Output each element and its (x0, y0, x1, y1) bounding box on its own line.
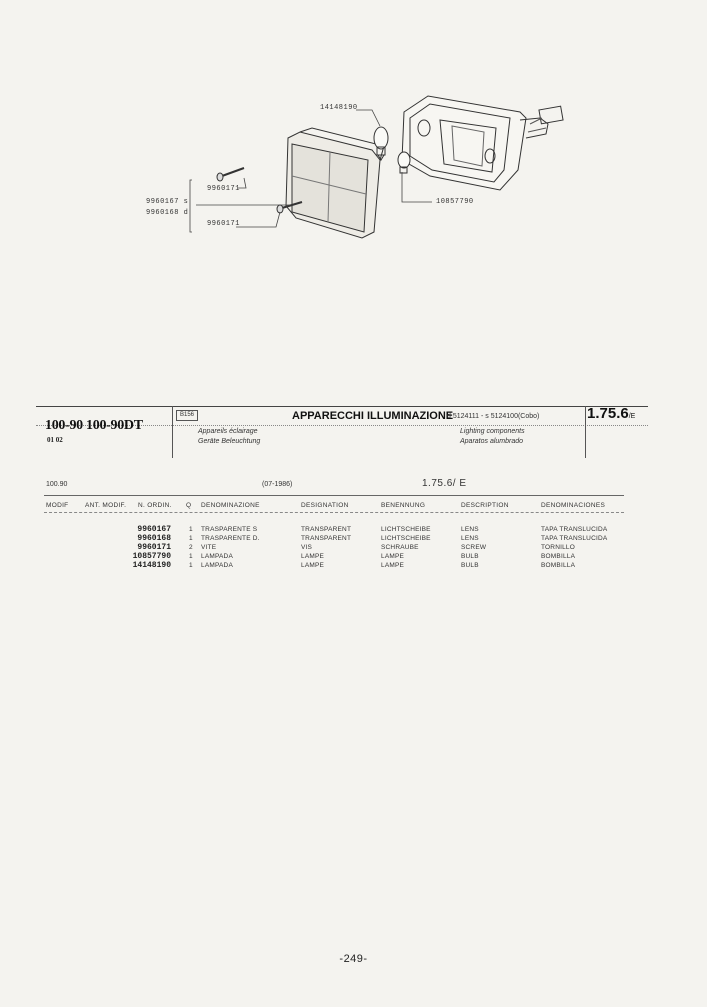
title-fr-de (198, 427, 260, 447)
cell-description: LENS (461, 526, 479, 533)
title-french: Appareils éclairage (198, 428, 258, 435)
col-ant-modif: ANT. MODIF. (85, 502, 127, 509)
col-description: DESCRIPTION (461, 502, 509, 509)
section-reference (587, 405, 635, 422)
cell-denominaciones: BOMBILLA (541, 553, 576, 560)
table-top-rule (44, 495, 624, 496)
cell-designation: TRANSPARENT (301, 535, 352, 542)
cell-designation: TRANSPARENT (301, 526, 352, 533)
title-english: Lighting components (460, 428, 525, 435)
cell-description: LENS (461, 535, 479, 542)
table-row (0, 525, 707, 534)
cell-part-number: 9960168 (137, 534, 171, 543)
header-top-rule (36, 406, 648, 407)
cell-denominaciones: TORNILLO (541, 544, 575, 551)
cell-quantity: 2 (189, 544, 193, 551)
callout-9960171-bottom: 9960171 (207, 220, 240, 228)
lamp-lens (286, 128, 384, 238)
header-divider-right (585, 406, 586, 458)
section-reference-number: 1.75.6 (587, 405, 629, 422)
section-code: B156 (176, 410, 198, 421)
cell-part-number: 9960171 (137, 543, 171, 552)
header-divider-left (172, 406, 173, 458)
cell-denominaciones: TAPA TRANSLUCIDA (541, 535, 608, 542)
cell-denominaciones: BOMBILLA (541, 562, 576, 569)
col-designation: DESIGNATION (301, 502, 349, 509)
cell-benennung: LAMPE (381, 553, 405, 560)
model-subtitle: 01 02 (47, 436, 63, 444)
callout-9960168: 9960168 d (146, 209, 189, 217)
model-title: 100-90 100-90DT (45, 418, 143, 433)
col-denominaciones: DENOMINACIONES (541, 502, 606, 509)
cell-designation: VIS (301, 544, 313, 551)
cell-description: SCREW (461, 544, 487, 551)
title-en-es (460, 427, 525, 447)
cell-denominazione: TRASPARENTE S (201, 526, 258, 533)
cell-denominazione: LAMPADA (201, 553, 233, 560)
cell-benennung: LAMPE (381, 562, 405, 569)
table-header-rule (44, 512, 624, 513)
section-reference-suffix: /E (628, 413, 636, 420)
table-row (0, 561, 707, 570)
callout-9960167: 9960167 s (146, 198, 189, 206)
cell-quantity: 1 (189, 535, 193, 542)
callout-10857790: 10857790 (436, 198, 474, 206)
table-date: (07-1986) (262, 481, 293, 488)
callout-14148190: 14148190 (320, 104, 358, 112)
cell-benennung: LICHTSCHEIBE (381, 526, 431, 533)
title-german: Geräte Beleuchtung (198, 438, 261, 445)
bulb-small (398, 152, 410, 173)
applicability: d 5124111 - s 5124100(Cobo) (447, 413, 540, 420)
col-denominazione: DENOMINAZIONE (201, 502, 260, 509)
lamp-housing (402, 96, 563, 190)
lamp-assembly-drawing (0, 0, 707, 300)
callout-9960171-top: 9960171 (207, 185, 240, 193)
page-number: -249- (339, 953, 368, 965)
cell-quantity: 1 (189, 526, 193, 533)
main-title: APPARECCHI ILLUMINAZIONE (292, 410, 454, 422)
col-modif: MODIF (46, 502, 69, 509)
table-row (0, 543, 707, 552)
cell-description: BULB (461, 553, 479, 560)
exploded-diagram (0, 0, 707, 300)
screw-top (217, 168, 244, 181)
table-row (0, 534, 707, 543)
cell-part-number: 10857790 (132, 552, 171, 561)
title-spanish: Aparatos alumbrado (460, 438, 524, 445)
table-row (0, 552, 707, 561)
cell-part-number: 9960167 (137, 525, 171, 534)
table-reference: 1.75.6/ E (422, 478, 467, 489)
cell-description: BULB (461, 562, 479, 569)
col-q: Q (186, 502, 192, 509)
cell-benennung: SCHRAUBE (381, 544, 419, 551)
cell-denominaciones: TAPA TRANSLUCIDA (541, 526, 608, 533)
cell-part-number: 14148190 (132, 561, 171, 570)
cell-designation: LAMPE (301, 553, 325, 560)
cell-denominazione: TRASPARENTE D. (201, 535, 260, 542)
col-n-ordin: N. ORDIN. (138, 502, 172, 509)
cell-denominazione: LAMPADA (201, 562, 233, 569)
cell-designation: LAMPE (301, 562, 325, 569)
table-model: 100.90 (46, 481, 68, 488)
cell-denominazione: VITE (201, 544, 217, 551)
cell-quantity: 1 (189, 562, 193, 569)
cell-quantity: 1 (189, 553, 193, 560)
col-benennung: BENENNUNG (381, 502, 426, 509)
cell-benennung: LICHTSCHEIBE (381, 535, 431, 542)
